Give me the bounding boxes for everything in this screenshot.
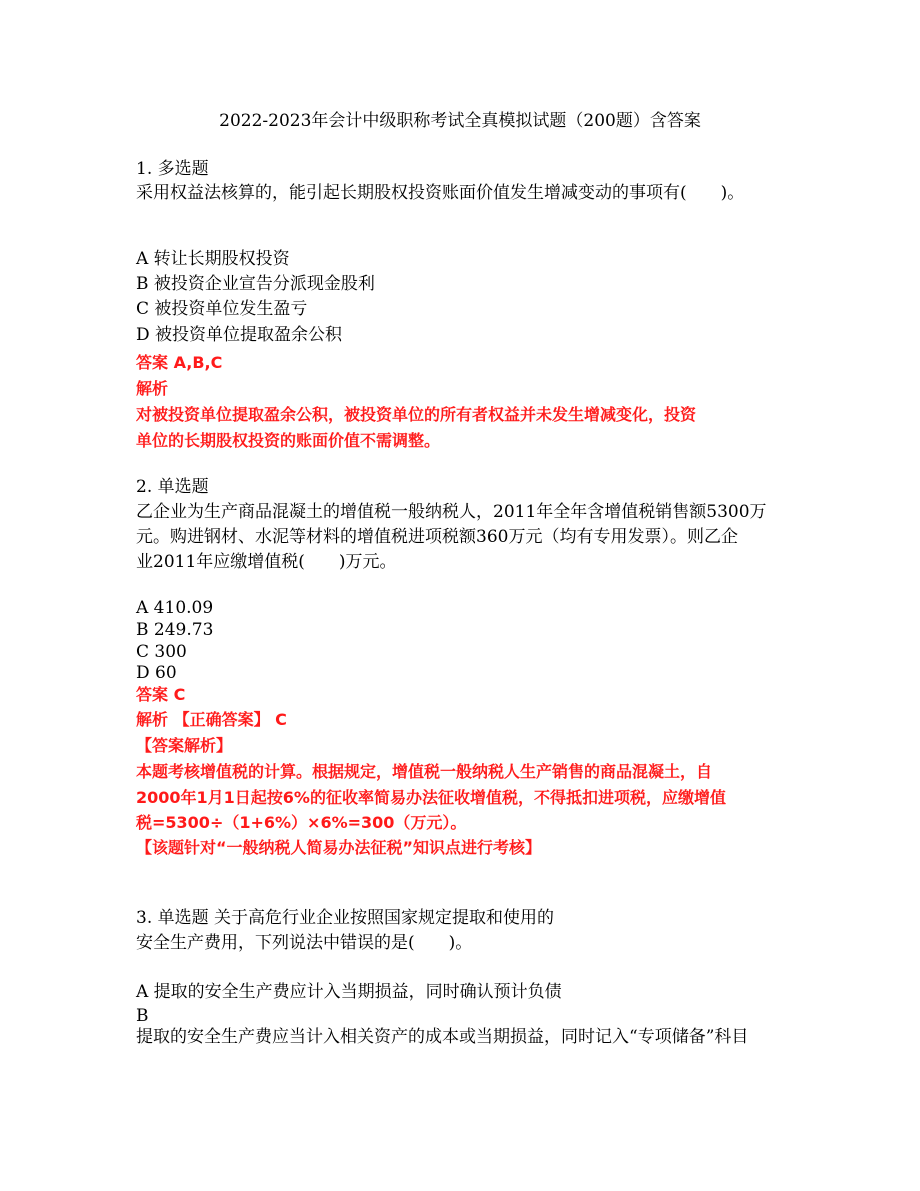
- question-3-option-a: A 提取的安全生产费应计入当期损益，同时确认预计负债: [136, 982, 562, 1002]
- question-2-option-b: B 249.73: [136, 620, 214, 640]
- question-3-option-b: B: [136, 1006, 149, 1026]
- question-2-analysis-line: 2000年1月1日起按6%的征收率简易办法征收增值税，不得抵扣进项税，应缴增值: [136, 788, 726, 807]
- question-1-option-d: D 被投资单位提取盈余公积: [136, 325, 343, 345]
- question-1-stem: 采用权益法核算的，能引起长期股权投资账面价值发生增减变动的事项有( )。: [136, 183, 745, 203]
- question-2-answer: 答案 C: [136, 685, 186, 704]
- question-1-option-a: A 转让长期股权投资: [136, 249, 290, 269]
- question-2-analysis-line: 税=5300÷（1+6%）×6%=300（万元）。: [136, 813, 467, 832]
- question-2-analysis-line: 解析 【正确答案】 C: [136, 710, 287, 729]
- question-3-stem-line: 安全生产费用，下列说法中错误的是( )。: [136, 933, 473, 953]
- question-1-option-c: C 被投资单位发生盈亏: [136, 299, 308, 319]
- question-1-analysis-line: 单位的长期股权投资的账面价值不需调整。: [136, 431, 441, 450]
- question-1-analysis-label: 解析: [136, 379, 169, 398]
- question-3-option-b-text: 提取的安全生产费应当计入相关资产的成本或当期损益，同时记入“专项储备”科目: [136, 1027, 749, 1047]
- question-1-option-b: B 被投资企业宣告分派现金股利: [136, 274, 375, 294]
- question-1-analysis-line: 对被投资单位提取盈余公积，被投资单位的所有者权益并未发生增减变化，投资: [136, 405, 697, 424]
- question-2-option-c: C 300: [136, 642, 187, 662]
- question-2-analysis-line: 【该题针对“一般纳税人简易办法征税”知识点进行考核】: [136, 838, 542, 857]
- document-title: 2022-2023年会计中级职称考试全真模拟试题（200题）含答案: [219, 111, 701, 131]
- question-1-heading: 1. 多选题: [136, 159, 209, 179]
- question-2-stem-line: 业2011年应缴增值税( )万元。: [136, 552, 397, 572]
- question-2-option-d: D 60: [136, 663, 177, 683]
- question-3-stem-line: 3. 单选题 关于高危行业企业按照国家规定提取和使用的: [136, 908, 555, 928]
- question-2-analysis-line: 【答案解析】: [136, 736, 233, 755]
- question-2-analysis-line: 本题考核增值税的计算。根据规定，增值税一般纳税人生产销售的商品混凝土，自: [136, 762, 713, 781]
- question-2-heading: 2. 单选题: [136, 477, 209, 497]
- question-2-option-a: A 410.09: [136, 598, 214, 618]
- question-2-stem-line: 乙企业为生产商品混凝土的增值税一般纳税人，2011年全年含增值税销售额5300万: [136, 502, 767, 522]
- question-1-answer: 答案 A,B,C: [136, 353, 223, 372]
- question-2-stem-line: 元。购进钢材、水泥等材料的增值税进项税额360万元（均有专用发票）。则乙企: [136, 527, 738, 547]
